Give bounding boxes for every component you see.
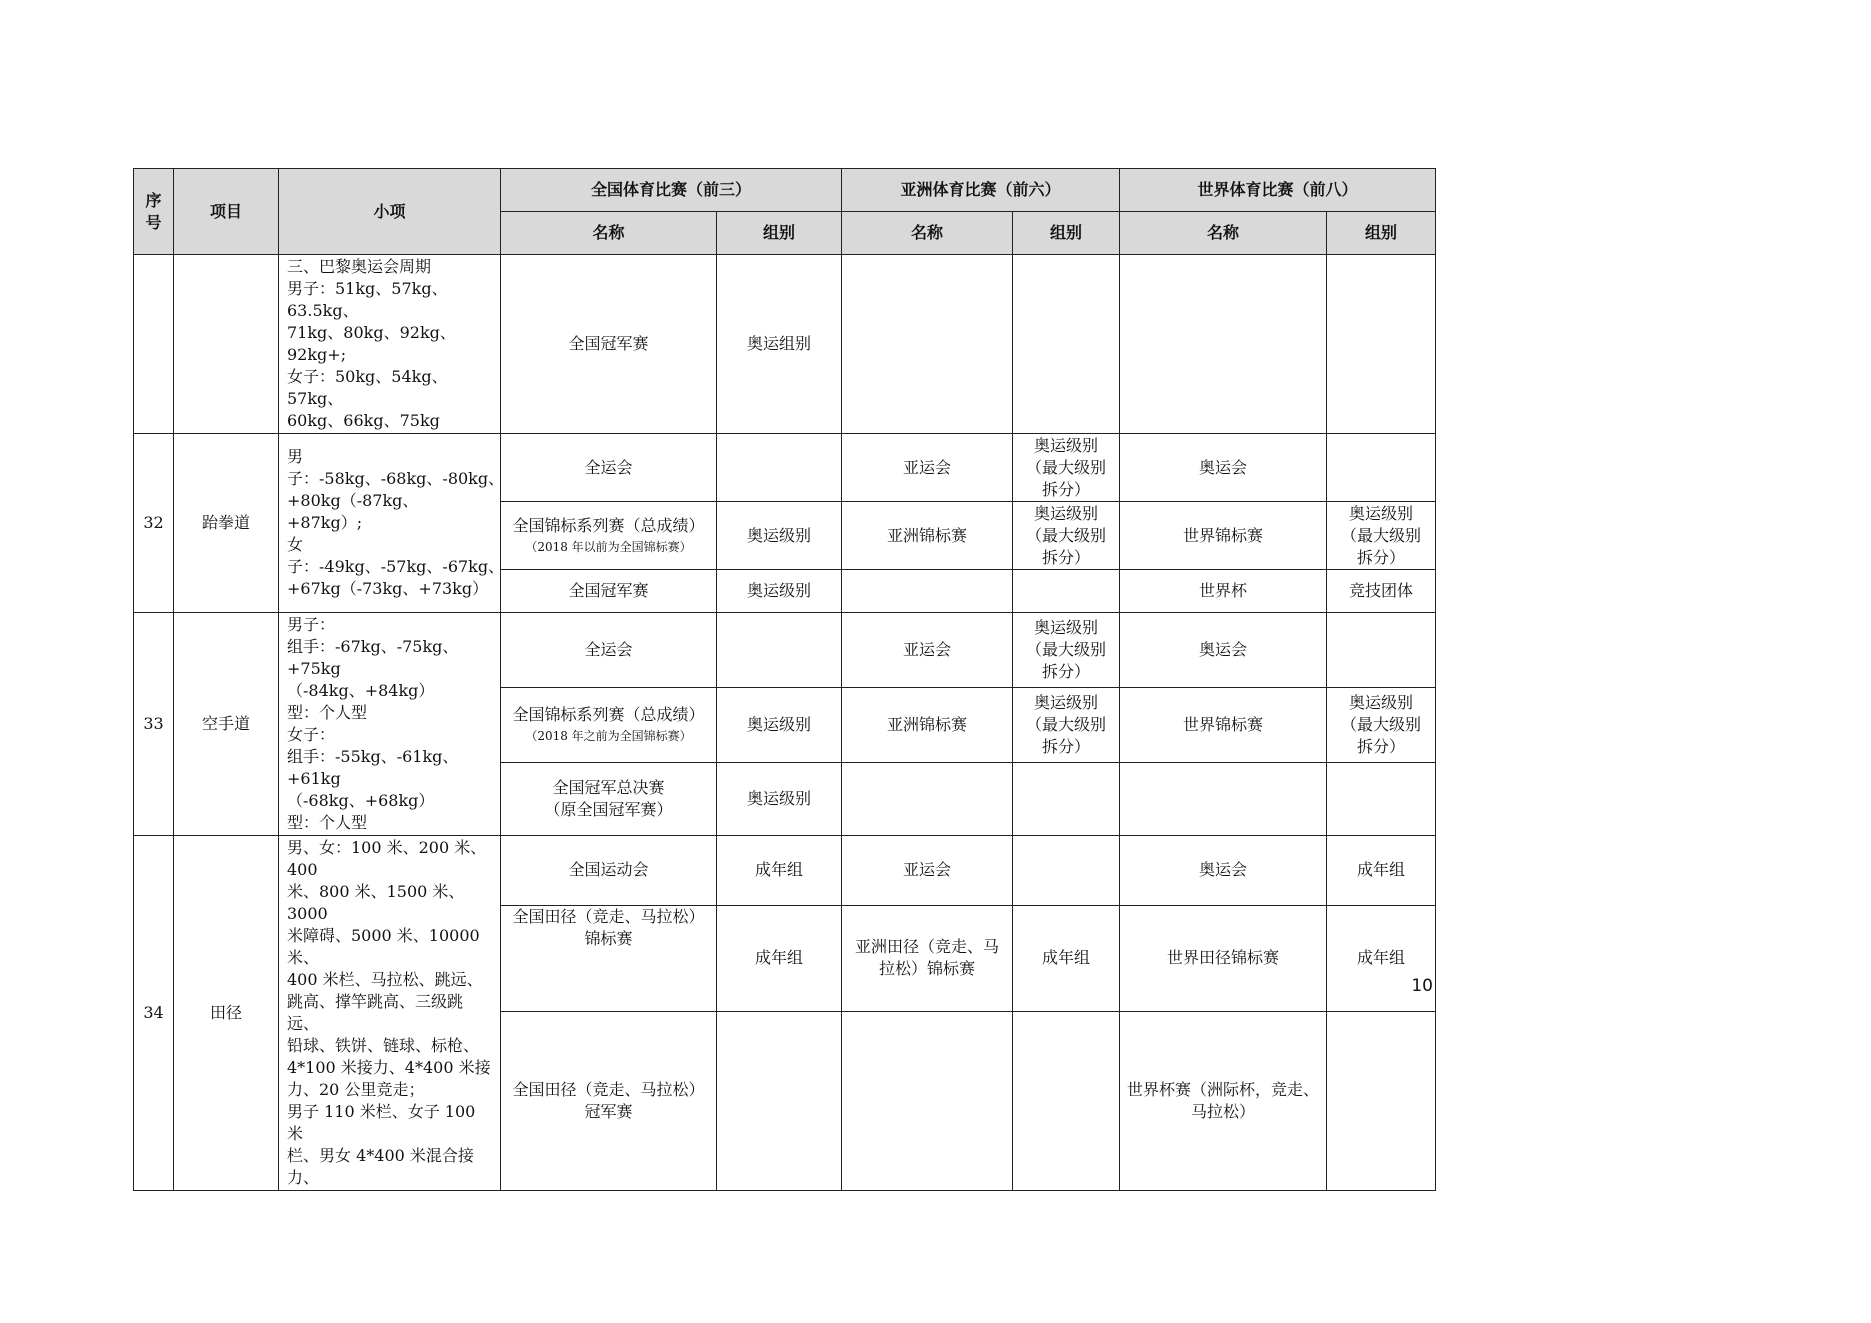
sub-line: 女子：-49kg、-57kg、-67kg、: [287, 535, 505, 576]
group-line: 拆分）: [1042, 737, 1091, 757]
sub-line: 男子：51kg、57kg、63.5kg、: [287, 279, 448, 320]
asian-name-cell: [842, 255, 1013, 434]
asian-name-cell: 亚洲锦标赛: [842, 688, 1013, 763]
world-name-cell: 世界杯: [1120, 570, 1327, 613]
sub-line: 型：个人型: [287, 703, 368, 722]
sub-line: 力、20 公里竞走；: [287, 1080, 425, 1099]
sub-line: 女子：50kg、54kg、57kg、: [287, 367, 448, 408]
asian-name-cell: [842, 763, 1013, 836]
sub-event-cell: [279, 434, 505, 613]
event-cell: [174, 255, 279, 434]
world-name-cell: [1120, 763, 1327, 836]
national-group-cell: [717, 1011, 842, 1190]
asian-name-cell: [842, 570, 1013, 613]
asian-group-cell: [1013, 613, 1120, 688]
asian-group-cell: [1013, 836, 1120, 906]
sub-line: 71kg、80kg、92kg、92kg+;: [287, 323, 456, 364]
sub-line: 男子 110 米栏、女子 100 米: [287, 1102, 476, 1143]
asian-name-cell: [842, 905, 1013, 1011]
seq-cell: 34: [134, 836, 174, 1191]
asian-group-cell: [1013, 763, 1120, 836]
event-cell: 跆拳道: [174, 434, 279, 613]
name-line: （原全国冠军赛）: [544, 800, 673, 820]
sub-line: 400 米栏、马拉松、跳远、: [287, 970, 483, 989]
national-group-cell: 奥运级别: [717, 688, 842, 763]
sub-line: 女子：: [287, 725, 336, 744]
sub-event-cell: [279, 836, 501, 1191]
national-name-cell: 全国冠军赛: [501, 570, 717, 613]
world-group-cell: [1327, 502, 1436, 570]
world-name-cell: [1120, 255, 1327, 434]
national-group-cell: 奥运级别: [717, 763, 842, 836]
header-asian-group: 组别: [1013, 212, 1120, 255]
header-national-name: 名称: [501, 212, 717, 255]
header-world-name: 名称: [1120, 212, 1327, 255]
world-group-cell: [1327, 1011, 1436, 1190]
national-name-cell: 全国运动会: [501, 836, 717, 906]
world-group-cell: [1327, 613, 1436, 688]
asian-group-cell: [1013, 502, 1120, 570]
sub-line: 男子：-58kg、-68kg、-80kg、: [287, 447, 505, 488]
name-note: （2018 年以前为全国锦标赛）: [525, 539, 692, 554]
national-group-cell: 奥运级别: [717, 570, 842, 613]
national-name-cell: [501, 763, 717, 836]
sub-line: +67kg（-73kg、+73kg）: [287, 579, 489, 598]
group-line: 奥运级别: [1034, 435, 1099, 455]
world-name-cell: 奥运会: [1120, 434, 1327, 502]
sub-line: 组手：-55kg、-61kg、+61kg: [287, 747, 459, 788]
world-name-cell: 奥运会: [1120, 613, 1327, 688]
header-national-group: 组别: [717, 212, 842, 255]
sub-event-cell: [279, 613, 501, 836]
national-name-cell: 全运会: [501, 613, 717, 688]
national-name-cell: [501, 905, 717, 1011]
name-line: 锦标赛: [584, 928, 633, 948]
national-group-cell: 成年组: [717, 836, 842, 906]
sub-line: 铅球、铁饼、链球、标枪、: [287, 1036, 480, 1055]
world-group-cell: [1327, 688, 1436, 763]
name-line: 世界杯赛（洲际杯，竞走、: [1127, 1079, 1320, 1099]
sub-line: （-68kg、+68kg）: [287, 791, 435, 810]
group-line: 拆分）: [1042, 547, 1091, 567]
group-line: （最大级别: [1026, 715, 1107, 735]
seq-cell: [134, 255, 174, 434]
world-group-cell: [1327, 434, 1436, 502]
asian-name-cell: 亚洲锦标赛: [842, 502, 1013, 570]
asian-name-cell: 亚运会: [842, 434, 1013, 502]
sub-line: 型：个人型: [287, 813, 368, 832]
national-group-cell: 奥运组别: [717, 255, 842, 434]
national-name-cell: [501, 502, 717, 570]
world-group-cell: 成年组: [1327, 905, 1436, 1011]
header-world: 世界体育比赛（前八）: [1120, 169, 1436, 212]
name-line: 冠军赛: [584, 1101, 633, 1121]
header-national: 全国体育比赛（前三）: [501, 169, 842, 212]
world-group-cell: [1327, 763, 1436, 836]
national-group-cell: [717, 613, 842, 688]
sub-event-cell: [279, 255, 501, 434]
sub-line: 男子：: [287, 615, 336, 634]
name-line: 拉松）锦标赛: [879, 959, 976, 979]
asian-group-cell: [1013, 255, 1120, 434]
name-line: 全国田径（竞走、马拉松）: [512, 1079, 705, 1099]
sub-line: 60kg、66kg、75kg: [287, 411, 440, 430]
sub-line: 米、800 米、1500 米、3000: [287, 882, 465, 923]
group-line: 奥运级别: [1034, 693, 1099, 713]
national-name-cell: [501, 1011, 717, 1190]
event-cell: 空手道: [174, 613, 279, 836]
group-line: （最大级别: [1026, 525, 1107, 545]
sub-line: 男、女：100 米、200 米、400: [287, 838, 487, 879]
national-name-cell: 全运会: [501, 434, 717, 502]
world-group-cell: 竞技团体: [1327, 570, 1436, 613]
national-group-cell: 奥运级别: [717, 502, 842, 570]
world-name-cell: [1120, 1011, 1327, 1190]
group-line: 奥运级别: [1349, 503, 1414, 523]
group-line: 拆分）: [1042, 479, 1091, 499]
asian-group-cell: [1013, 1011, 1120, 1190]
asian-group-cell: [1013, 570, 1120, 613]
asian-name-cell: 亚运会: [842, 613, 1013, 688]
sub-line: 组手：-67kg、-75kg、+75kg: [287, 637, 459, 678]
sub-line: 4*100 米接力、4*400 米接: [287, 1058, 491, 1077]
header-seq: 序号: [134, 169, 174, 255]
header-world-group: 组别: [1327, 212, 1436, 255]
table-row: [134, 613, 1436, 688]
national-name-cell: 全国冠军赛: [501, 255, 717, 434]
name-line: 亚洲田径（竞走、马: [855, 937, 1000, 957]
national-group-cell: [717, 434, 842, 502]
name-note: （2018 年之前为全国锦标赛）: [525, 729, 692, 744]
asian-name-cell: 亚运会: [842, 836, 1013, 906]
group-line: （最大级别: [1341, 525, 1422, 545]
sub-line: （-84kg、+84kg）: [287, 681, 435, 700]
sub-line: 米障碍、5000 米、10000 米、: [287, 926, 480, 967]
seq-cell: 33: [134, 613, 174, 836]
group-line: （最大级别: [1026, 640, 1107, 660]
asian-group-cell: 成年组: [1013, 905, 1120, 1011]
name-line: 全国锦标系列赛（总成绩）: [512, 515, 705, 535]
world-group-cell: 成年组: [1327, 836, 1436, 906]
competition-table: [133, 168, 1436, 1191]
asian-group-cell: [1013, 688, 1120, 763]
table-row: [134, 255, 1436, 434]
name-line: 全国锦标系列赛（总成绩）: [512, 705, 705, 725]
group-line: 奥运级别: [1034, 618, 1099, 638]
event-cell: 田径: [174, 836, 279, 1191]
group-line: 拆分）: [1042, 662, 1091, 682]
sub-line: 跳高、撑竿跳高、三级跳远、: [287, 992, 464, 1033]
national-group-cell: 成年组: [717, 905, 842, 1011]
seq-cell: 32: [134, 434, 174, 613]
world-name-cell: 世界锦标赛: [1120, 502, 1327, 570]
header-asian: 亚洲体育比赛（前六）: [842, 169, 1120, 212]
header-asian-name: 名称: [842, 212, 1013, 255]
world-name-cell: 世界田径锦标赛: [1120, 905, 1327, 1011]
name-line: 全国冠军总决赛: [552, 778, 665, 798]
name-line: 全国田径（竞走、马拉松）: [512, 906, 705, 926]
asian-group-cell: [1013, 434, 1120, 502]
group-line: 奥运级别: [1034, 503, 1099, 523]
sub-line: +80kg（-87kg、+87kg）;: [287, 491, 419, 532]
group-line: （最大级别: [1341, 715, 1422, 735]
world-name-cell: 世界锦标赛: [1120, 688, 1327, 763]
header-sub-event: 小项: [279, 169, 501, 255]
name-line: 马拉松）: [1191, 1101, 1256, 1121]
page-number: 10: [1411, 976, 1433, 996]
national-name-cell: [501, 688, 717, 763]
asian-name-cell: [842, 1011, 1013, 1190]
table-row: [134, 434, 1436, 502]
table-row: [134, 836, 1436, 906]
group-line: 拆分）: [1357, 547, 1406, 567]
sub-line: 三、巴黎奥运会周期: [287, 257, 432, 276]
header-event: 项目: [174, 169, 279, 255]
world-group-cell: [1327, 255, 1436, 434]
sub-line: 栏、男女 4*400 米混合接力、: [287, 1146, 474, 1187]
group-line: （最大级别: [1026, 457, 1107, 477]
world-name-cell: 奥运会: [1120, 836, 1327, 906]
group-line: 拆分）: [1357, 737, 1406, 757]
group-line: 奥运级别: [1349, 693, 1414, 713]
